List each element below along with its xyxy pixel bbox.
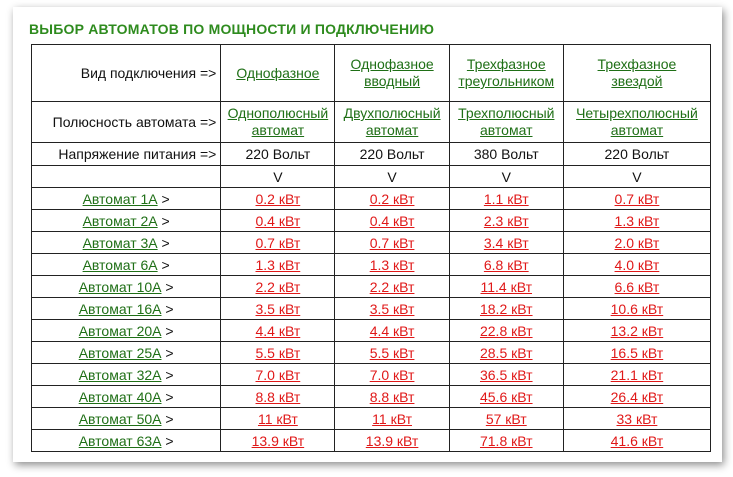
breaker-rating-cell	[32, 342, 221, 364]
connection-cell-4	[563, 45, 710, 102]
power-value-link[interactable]: 26.4 кВт	[610, 388, 664, 405]
breaker-rating-cell	[32, 386, 221, 408]
power-value-cell	[563, 320, 710, 342]
connection-cell-3	[449, 45, 563, 102]
power-value-link[interactable]: 0.2 кВт	[369, 190, 415, 207]
row-arrow: >	[161, 234, 170, 251]
connection-link-single-phase[interactable]: Однофазное	[236, 64, 320, 81]
power-value-link[interactable]: 6.8 кВт	[483, 256, 529, 273]
power-value-cell	[449, 430, 563, 452]
pole-link-single-pole[interactable]: Однополюсный автомат	[227, 105, 329, 138]
breaker-rating-link[interactable]: Автомат 3А	[82, 234, 158, 251]
power-value-cell	[563, 232, 710, 254]
table-row	[32, 430, 711, 452]
power-value-cell	[221, 386, 335, 408]
table-row	[32, 364, 711, 386]
power-value-link[interactable]: 8.8 кВт	[255, 388, 301, 405]
power-value-cell	[221, 232, 335, 254]
power-value-cell	[335, 298, 449, 320]
power-value-link[interactable]: 71.8 кВт	[479, 432, 533, 449]
power-value-cell	[563, 276, 710, 298]
breaker-rating-link[interactable]: Автомат 50А	[78, 410, 162, 427]
connection-link-single-phase-input[interactable]: Однофазное вводный	[350, 56, 434, 89]
page-title: ВЫБОР АВТОМАТОВ ПО МОЩНОСТИ И ПОДКЛЮЧЕНИЮ	[29, 21, 435, 37]
power-value-cell	[449, 364, 563, 386]
power-value-cell	[563, 386, 710, 408]
power-value-cell	[221, 298, 335, 320]
down-arrow-row	[32, 166, 711, 188]
voltage-cell-3: 380 Вольт	[449, 143, 563, 166]
power-value-cell	[335, 276, 449, 298]
power-value-cell	[335, 342, 449, 364]
breaker-rating-link[interactable]: Автомат 32А	[78, 366, 162, 383]
power-value-cell	[449, 342, 563, 364]
row-arrow: >	[165, 366, 174, 383]
table-row	[32, 342, 711, 364]
breaker-rating-cell	[32, 210, 221, 232]
row-arrow: >	[165, 322, 174, 339]
pole-link-double-pole[interactable]: Двухполюсный автомат	[343, 105, 441, 138]
down-arrow-cell-4: V	[563, 166, 710, 188]
power-value-link[interactable]: 10.6 кВт	[610, 300, 664, 317]
power-value-cell	[221, 364, 335, 386]
pole-cell-3	[449, 102, 563, 143]
row-arrow: >	[165, 344, 174, 361]
power-value-link[interactable]: 21.1 кВт	[610, 366, 664, 383]
pole-link-quad-pole[interactable]: Четырехполюсный автомат	[576, 105, 698, 138]
breaker-rating-cell	[32, 408, 221, 430]
row-arrow: >	[165, 300, 174, 317]
power-value-link[interactable]: 57 кВт	[485, 410, 527, 427]
power-value-link[interactable]: 1.3 кВт	[255, 256, 301, 273]
power-value-link[interactable]: 16.5 кВт	[610, 344, 664, 361]
power-value-cell	[563, 430, 710, 452]
power-value-link[interactable]: 3.4 кВт	[483, 234, 529, 251]
power-value-cell	[335, 386, 449, 408]
power-value-cell	[449, 210, 563, 232]
breaker-rating-link[interactable]: Автомат 16А	[78, 300, 162, 317]
breaker-rating-cell	[32, 430, 221, 452]
pole-cell-1	[221, 102, 335, 143]
breaker-rating-cell	[32, 298, 221, 320]
breaker-power-table	[31, 44, 711, 452]
power-value-cell	[449, 232, 563, 254]
power-value-link[interactable]: 2.2 кВт	[255, 278, 301, 295]
row-arrow: >	[161, 190, 170, 207]
breaker-rating-cell	[32, 364, 221, 386]
down-arrow-empty-cell	[32, 166, 221, 188]
power-value-cell	[563, 210, 710, 232]
power-value-link[interactable]: 0.2 кВт	[255, 190, 301, 207]
power-value-cell	[563, 342, 710, 364]
power-value-link[interactable]: 2.0 кВт	[614, 234, 660, 251]
power-value-cell	[335, 254, 449, 276]
power-value-link[interactable]: 7.0 кВт	[369, 366, 415, 383]
power-value-link[interactable]: 0.7 кВт	[614, 190, 660, 207]
down-arrow-cell-1: V	[221, 166, 335, 188]
table-row	[32, 254, 711, 276]
power-value-cell	[335, 430, 449, 452]
down-arrow-cell-3: V	[449, 166, 563, 188]
power-value-link[interactable]: 6.6 кВт	[614, 278, 660, 295]
power-value-link[interactable]: 22.8 кВт	[479, 322, 533, 339]
power-value-link[interactable]: 5.5 кВт	[255, 344, 301, 361]
row-arrow: >	[165, 388, 174, 405]
power-value-link[interactable]: 28.5 кВт	[479, 344, 533, 361]
table-row	[32, 188, 711, 210]
power-value-cell	[335, 408, 449, 430]
power-value-link[interactable]: 41.6 кВт	[610, 432, 664, 449]
power-value-link[interactable]: 13.2 кВт	[610, 322, 664, 339]
power-value-link[interactable]: 2.3 кВт	[483, 212, 529, 229]
power-value-cell	[221, 320, 335, 342]
power-value-link[interactable]: 3.5 кВт	[369, 300, 415, 317]
breaker-rating-link[interactable]: Автомат 1А	[82, 190, 158, 207]
breaker-rating-link[interactable]: Автомат 25А	[78, 344, 162, 361]
voltage-row	[32, 143, 711, 166]
power-value-link[interactable]: 3.5 кВт	[255, 300, 301, 317]
pole-cell-2	[335, 102, 449, 143]
connection-link-three-phase-star[interactable]: Трехфазное звездой	[597, 56, 677, 89]
breaker-rating-link[interactable]: Автомат 40А	[78, 388, 162, 405]
table-row	[32, 298, 711, 320]
breaker-rating-link[interactable]: Автомат 63А	[78, 432, 162, 449]
power-value-cell	[563, 254, 710, 276]
breaker-rating-cell	[32, 232, 221, 254]
breaker-rating-link[interactable]: Автомат 10А	[78, 278, 162, 295]
power-value-cell	[449, 298, 563, 320]
breaker-rating-link[interactable]: Автомат 20А	[78, 322, 162, 339]
power-value-cell	[449, 254, 563, 276]
power-value-link[interactable]: 11 кВт	[257, 410, 298, 427]
breaker-rating-cell	[32, 188, 221, 210]
row-arrow: >	[165, 410, 174, 427]
row-arrow: >	[161, 256, 170, 273]
power-value-link[interactable]: 4.0 кВт	[614, 256, 660, 273]
power-value-cell	[221, 210, 335, 232]
table-row	[32, 408, 711, 430]
power-value-link[interactable]: 2.2 кВт	[369, 278, 415, 295]
power-value-link[interactable]: 4.4 кВт	[255, 322, 301, 339]
table-row	[32, 386, 711, 408]
power-value-cell	[221, 276, 335, 298]
breaker-rating-cell	[32, 320, 221, 342]
power-value-cell	[449, 276, 563, 298]
power-value-cell	[221, 188, 335, 210]
power-value-cell	[563, 188, 710, 210]
power-value-link[interactable]: 0.4 кВт	[255, 212, 301, 229]
power-value-link[interactable]: 0.4 кВт	[369, 212, 415, 229]
connection-type-label: Вид подключения =>	[32, 45, 221, 102]
power-value-link[interactable]: 36.5 кВт	[479, 366, 533, 383]
pole-count-row	[32, 102, 711, 143]
power-value-link[interactable]: 0.7 кВт	[369, 234, 415, 251]
breaker-selection-card	[13, 7, 722, 462]
table-row	[32, 232, 711, 254]
voltage-cell-1: 220 Вольт	[221, 143, 335, 166]
power-value-cell	[221, 254, 335, 276]
breaker-rating-cell	[32, 254, 221, 276]
power-value-link[interactable]: 33 кВт	[616, 410, 658, 427]
power-value-link[interactable]: 0.7 кВт	[255, 234, 301, 251]
connection-type-row	[32, 45, 711, 102]
power-value-cell	[449, 188, 563, 210]
power-value-cell	[563, 408, 710, 430]
table-row	[32, 320, 711, 342]
pole-cell-4	[563, 102, 710, 143]
breaker-rating-link[interactable]: Автомат 6А	[82, 256, 158, 273]
pole-count-label: Полюсность автомата =>	[32, 102, 221, 143]
connection-link-three-phase-delta[interactable]: Трехфазное треугольником	[458, 56, 555, 89]
power-value-link[interactable]: 8.8 кВт	[369, 388, 415, 405]
power-value-link[interactable]: 18.2 кВт	[479, 300, 533, 317]
power-value-link[interactable]: 4.4 кВт	[369, 322, 415, 339]
pole-link-triple-pole[interactable]: Трехполюсный автомат	[458, 105, 555, 138]
power-value-link[interactable]: 45.6 кВт	[479, 388, 533, 405]
power-value-link[interactable]: 13.9 кВт	[365, 432, 419, 449]
down-arrow-cell-2: V	[335, 166, 449, 188]
row-arrow: >	[161, 212, 170, 229]
power-value-cell	[221, 408, 335, 430]
power-value-link[interactable]: 11.4 кВт	[480, 278, 533, 295]
power-value-cell	[335, 320, 449, 342]
power-value-link[interactable]: 5.5 кВт	[369, 344, 415, 361]
power-value-link[interactable]: 7.0 кВт	[255, 366, 301, 383]
table-row	[32, 276, 711, 298]
table-row	[32, 210, 711, 232]
connection-cell-1	[221, 45, 335, 102]
power-value-cell	[449, 320, 563, 342]
power-value-link[interactable]: 1.3 кВт	[369, 256, 415, 273]
voltage-label: Напряжение питания =>	[32, 143, 221, 166]
connection-cell-2	[335, 45, 449, 102]
power-value-cell	[335, 232, 449, 254]
power-value-link[interactable]: 1.1 кВт	[483, 190, 529, 207]
power-value-cell	[563, 364, 710, 386]
power-value-cell	[221, 342, 335, 364]
voltage-cell-4: 220 Вольт	[563, 143, 710, 166]
power-value-cell	[449, 386, 563, 408]
power-value-link[interactable]: 11 кВт	[372, 410, 412, 427]
power-value-link[interactable]: 13.9 кВт	[251, 432, 305, 449]
row-arrow: >	[165, 278, 174, 295]
power-value-cell	[335, 210, 449, 232]
power-value-cell	[221, 430, 335, 452]
breaker-rating-cell	[32, 276, 221, 298]
voltage-cell-2: 220 Вольт	[335, 143, 449, 166]
power-value-cell	[563, 298, 710, 320]
power-value-link[interactable]: 1.3 кВт	[614, 212, 660, 229]
row-arrow: >	[165, 432, 174, 449]
breaker-rating-link[interactable]: Автомат 2А	[82, 212, 158, 229]
power-value-cell	[449, 408, 563, 430]
power-value-cell	[335, 364, 449, 386]
power-value-cell	[335, 188, 449, 210]
